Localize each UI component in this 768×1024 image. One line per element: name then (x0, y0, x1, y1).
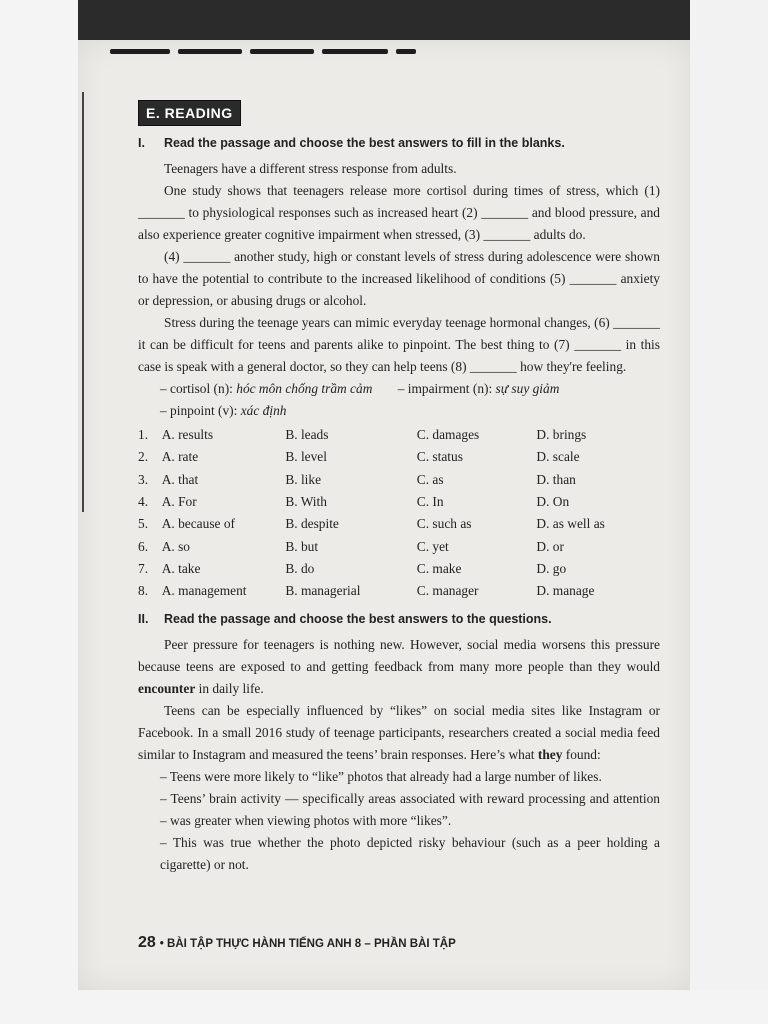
task-1-number: I. (138, 136, 145, 150)
passage-1-paragraph-4: Stress during the teenage years can mimic everyday teenage hormonal changes, (6) _______ it can be difficult for teens and parents alike to pinpoint. The best thing to (7) _______ in this case is speak with a general doctor, so they can help teens (8) _______ how they're feeling. (138, 315, 660, 374)
highlighted-word-they: they (537, 747, 563, 763)
passage-2-paragraph-1: Peer pressure for teenagers is nothing new. However, social media worsens this pressure because teens are exposed to and getting feedback from many more people than they would encounter in daily life. (138, 637, 660, 697)
glossary-row-1 (160, 378, 660, 400)
option-row: 5. A. because of B. despite C. such as D. as well as (138, 516, 605, 532)
task-2-text: Read the passage and choose the best answers to the questions. (164, 612, 552, 627)
task-2-number: II. (138, 612, 149, 627)
book-title: • BÀI TẬP THỰC HÀNH TIẾNG ANH 8 – PHẦN BÀI TẬP (159, 938, 456, 950)
task-2-instruction (138, 608, 660, 630)
background-left (0, 0, 78, 1024)
option-row: 1. A. results B. leads C. damages D. brings (138, 427, 587, 443)
background-right (690, 0, 768, 1024)
option-row: 6. A. so B. but C. yet D. or (138, 538, 564, 554)
glossary-row-2: – pinpoint (v): xác định (160, 403, 287, 418)
task-1-text: Read the passage and choose the best answers to fill in the blanks. (164, 136, 565, 150)
task-1-instruction (138, 132, 660, 154)
header-decoration (110, 41, 430, 47)
passage-1-paragraph-2: One study shows that teenagers release more cortisol during times of stress, which (1) _______ to physiological responses such as increased heart (2) _______ and blood pressure, and also experience greater cognitive impairment when stressed, (3) _______ adults do. (138, 183, 660, 242)
passage-2-bullet-1: – Teens were more likely to “like” photos that already had a large number of likes. (160, 769, 602, 785)
glossary-term-impairment: – impairment (n): sự suy giảm (397, 381, 560, 396)
passage-1-paragraph-1: Teenagers have a different stress response from adults. (164, 161, 457, 176)
option-row: 7. A. take B. do C. make D. go (138, 560, 567, 576)
page-spine-line (82, 92, 84, 512)
page-content (138, 100, 660, 876)
passage-2-bullet-3: – This was true whether the photo depicted risky behaviour (such as a peer holding a cigarette) or not. (160, 835, 660, 873)
option-row: 4. A. For B. With C. In D. On (138, 494, 570, 510)
highlighted-word-encounter: encounter (138, 681, 196, 697)
page-footer (138, 934, 456, 952)
option-row: 2. A. rate B. level C. status D. scale (138, 449, 580, 465)
glossary-term-cortisol: – cortisol (n): hóc môn chống trầm cảm (160, 381, 373, 396)
passage-1-paragraph-3: (4) _______ another study, high or constant levels of stress during adolescence were shown to have the potential to contribute to the increased likelihood of conditions (5) _______ anxiety or depression, or abusing drugs or alcohol. (138, 249, 660, 308)
page-number: 28 (138, 934, 156, 951)
option-row: 3. A. that B. like C. as D. than (138, 471, 576, 487)
passage-2-bullet-2: – Teens’ brain activity — specifically areas associated with reward processing and attention – was greater when viewing photos with more “likes”. (160, 791, 660, 829)
option-row: 8. A. management B. managerial C. manager D. manage (138, 583, 595, 599)
answer-options (138, 424, 660, 602)
background-bottom (0, 990, 768, 1024)
section-label: E. READING (138, 100, 241, 126)
glossary (138, 378, 660, 422)
section-header (138, 100, 660, 126)
passage-2-paragraph-2: Teens can be especially influenced by “likes” on social media sites like Instagram or Facebook. In a small 2016 study of teenage participants, researchers created a social media feed similar to Instagram and measured the teens’ brain responses. Here’s what they found: (138, 703, 660, 763)
